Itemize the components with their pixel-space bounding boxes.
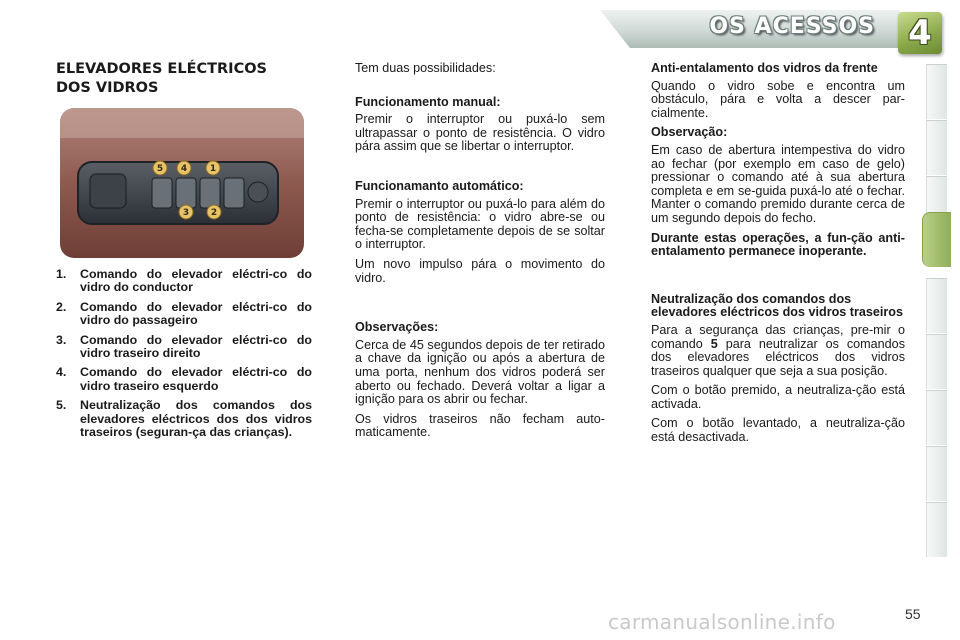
switch-5[interactable]: [152, 178, 172, 208]
page-number: 55: [905, 606, 921, 622]
manual-text: Premir o interruptor ou puxá-lo sem ultrapassar o ponto de resistência. O vidro pára assim que se libertar o interruptor.: [355, 112, 605, 154]
anti-pinch-heading: Anti-entalamento dos vidros da frente: [651, 61, 878, 75]
label-5: 5: [156, 164, 164, 174]
observations-text-1: Cerca de 45 segundos depois de ter retirado a chave da ignição ou após a abertura de uma porta, nenhum dos vidros poderá ser aberto ou fechado. Deverá voltar a ligar a ignição para os abrir ou fechar.: [355, 337, 605, 407]
label-2: 2: [210, 208, 218, 218]
section-title: [56, 60, 312, 98]
door-handle: [90, 174, 126, 208]
list-item: 4. Comando do elevador eléctri-co do vidro traseiro esquerdo: [56, 365, 312, 393]
list-item: 3. Comando do elevador eléctri-co do vidro traseiro direito: [56, 332, 312, 361]
anti-pinch-text: Quando o vidro sobe e encontra um obstáculo, pára e volta a descer par-cialmente.: [651, 78, 905, 120]
watermark: carmanualsonline.info: [608, 610, 836, 634]
section-title-line-1: ELEVADORES ELÉCTRICOS: [56, 61, 267, 77]
column-right: [651, 62, 905, 451]
observation-text: Em caso de abertura intempestiva do vidro ao fechar (por exemplo em caso de gelo) pressionar o comando até à sua abertura completa e em se-guida puxá-lo até o fechar. Manter o comando premido durante cerca de um segundo depois do fecho.: [651, 142, 905, 225]
raised-text: Com o botão levantado, a neutraliza-ção está desactivada.: [651, 416, 905, 445]
section-title-line-2: DOS VIDROS: [56, 80, 159, 96]
door-panel-illustration: [60, 108, 304, 258]
pressed-text: Com o botão premido, a neutraliza-ção está activada.: [651, 383, 905, 411]
control-list: [56, 268, 312, 439]
chapter-tab-2[interactable]: [926, 120, 947, 175]
auto-text-1: Premir o interruptor ou puxá-lo para além do ponto de resistência: o vidro abre-se ou fecha-se completamente depois de se soltar o interruptor.: [355, 196, 605, 252]
observations-text-2: Os vidros traseiros não fecham auto-maticamente.: [355, 411, 605, 440]
label-1: 1: [209, 164, 217, 174]
chapter-tab-5[interactable]: [926, 278, 947, 333]
column-left: [56, 60, 312, 445]
chapter-tabs: [926, 64, 960, 584]
chapter-number: 4: [908, 13, 932, 53]
chapter-tab-1[interactable]: [926, 64, 947, 119]
observation-heading: Observação:: [651, 125, 728, 140]
switch-1[interactable]: [200, 178, 220, 208]
chapter-title: OS ACESSOS: [709, 14, 875, 39]
list-item: 2. Comando do elevador eléctri-co do vidro do passageiro: [56, 299, 312, 328]
label-3: 3: [182, 208, 190, 218]
chapter-badge: [898, 12, 942, 54]
neutralization-text: Para a segurança das crianças, pre-mir o comando 5 para neutralizar os comandos dos elevadores eléctricos dos vidros traseiros qualquer que seja a sua posição.: [651, 322, 905, 378]
mirror-knob[interactable]: [248, 182, 268, 202]
auto-text-2: Um novo impulso pára o movimento do vidro.: [355, 256, 605, 285]
chapter-tab-4-active[interactable]: [922, 212, 951, 267]
chapter-tab-9[interactable]: [926, 502, 947, 557]
intro-text: Tem duas possibilidades:: [355, 61, 496, 75]
list-item: 1. Comando do elevador eléctri-co do vidro do conductor: [56, 267, 312, 295]
column-middle: [355, 62, 605, 446]
switch-4[interactable]: [176, 178, 196, 208]
observations-heading: Observações:: [355, 320, 439, 335]
switch-2[interactable]: [224, 178, 244, 208]
neutralization-heading: Neutralização dos comandos dos elevadores eléctricos dos vidros traseiros: [651, 291, 903, 320]
warning-text: Durante estas operações, a fun-ção anti-entalamento permanece inoperante.: [651, 230, 905, 259]
manual-heading: Funcionamento manual:: [355, 94, 501, 109]
chapter-tab-7[interactable]: [926, 390, 947, 445]
chapter-tab-8[interactable]: [926, 446, 947, 501]
window-switch-photo: [60, 108, 304, 258]
list-item: 5. Neutralização dos comandos dos elevadores eléctricos dos dos vidros traseiros (seguran-ça das crianças).: [56, 398, 312, 440]
chapter-tab-6[interactable]: [926, 334, 947, 389]
auto-heading: Funcionamanto automático:: [355, 178, 524, 193]
label-4: 4: [180, 164, 188, 174]
